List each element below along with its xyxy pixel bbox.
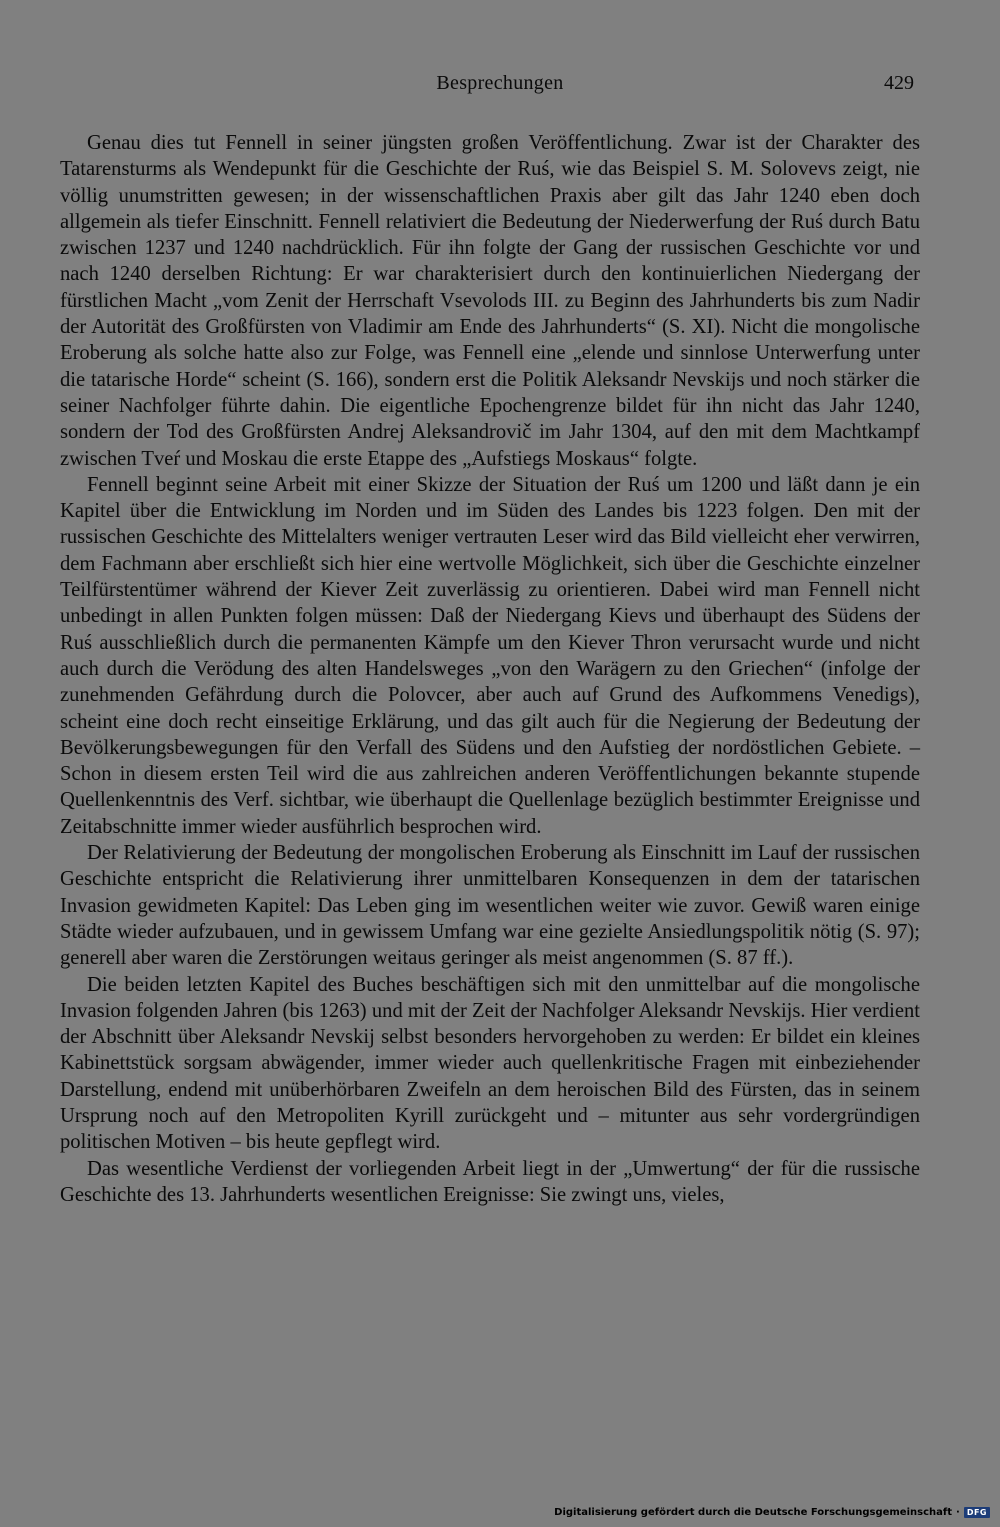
paragraph-3: Der Relativierung der Bedeutung der mongolischen Eroberung als Einschnitt im Lauf der russischen Geschichte entspricht die Relativierung ihrer unmittelbaren Konsequenzen in dem der tatarischen Invasion gewidmeten Kapitel: Das Leben ging im wesentlichen weiter wie zuvor. Gewiß waren einige Städte wieder aufzubauen, und in gewissem Umfang war eine gezielte Ansiedlungspolitik nötig (S. 97); generell aber waren die Zerstörungen weitaus geringer als meist angenommen (S. 87 ff.). bbox=[60, 842, 920, 970]
paragraph-2: Fennell beginnt seine Arbeit mit einer Skizze der Situation der Ruś um 1200 und läßt dann je ein Kapitel über die Entwicklung im Norden und im Süden des Landes bis 1223 folgen. Den mit der russischen Geschichte des Mittelalters weniger vertrauten Leser wird das Bild vielleicht eher verwirren, dem Fachmann aber erschließt sich hier eine wertvolle Möglichkeit, sich über die Geschichte einzelner Teilfürstentümer während der Kiever Zeit zuverlässig zu orientieren. Dabei wird man Fennell nicht unbedingt in allen Punkten folgen müssen: Daß der Niedergang Kievs und überhaupt des Südens der Ruś ausschließlich durch die permanenten Kämpfe um den Kiever Thron verursacht wurde und nicht auch durch die Verödung des alten Handelsweges „von den Warägern zu den Griechen“ (infolge der zunehmenden Gefährdung durch die Polovcer, aber auch auf Grund des Aufkommens Venedigs), scheint eine doch recht einseitige Erklärung, und das gilt auch für die Negierung der Bedeutung der Bevölkerungsbewegungen für den Verfall des Südens und den Aufstieg der nordöstlichen Gebiete. – Schon in diesem ersten Teil wird die aus zahlreichen anderen Veröffentlichungen bekannte stupende Quellenkenntnis des Verf. sichtbar, wie überhaupt die Quellenlage bezüglich bestimmter Ereignisse und Zeitabschnitte immer wieder ausführlich besprochen wird. bbox=[60, 473, 920, 838]
page-number: 429 bbox=[884, 72, 914, 94]
paragraph-1: Genau dies tut Fennell in seiner jüngsten großen Veröffentlichung. Zwar ist der Charakter des Tatarensturms als Wendepunkt für die Geschichte der Ruś, wie das Beispiel S. M. Solovevs zeigt, nie völlig unumstritten gewesen; in der wissenschaftlichen Praxis aber gilt das Jahr 1240 eben doch allgemein als tiefer Einschnitt. Fennell relativiert die Bedeutung der Niederwerfung der Ruś durch Batu zwischen 1237 und 1240 nachdrücklich. Für ihn folgte der Gang der russischen Geschichte vor und nach 1240 derselben Richtung: Er war charakterisiert durch den kontinuierlichen Niedergang der fürstlichen Macht „vom Zenit der Herrschaft Vsevolods III. zu Beginn des Jahrhunderts bis zum Nadir der Autorität des Großfürsten von Vladimir am Ende des Jahrhunderts“ (S. XI). Nicht die mongolische Eroberung als solche hatte also zur Folge, was Fennell eine „elende und sinnlose Unterwerfung unter die tatarische Horde“ scheint (S. 166), sondern erst die Politik Aleksandr Nevskijs und noch stärker die seiner Nachfolger führte dahin. Die eigentliche Epochengrenze bildet für ihn nicht das Jahr 1240, sondern der Tod des Großfürsten Andrej Aleksandrovič im Jahr 1304, auf den mit dem Machtkampf zwischen Tveŕ und Moskau die erste Etappe des „Aufstiegs Moskaus“ folgte. bbox=[60, 132, 920, 470]
running-title: Besprechungen bbox=[436, 72, 564, 94]
paragraph-4: Die beiden letzten Kapitel des Buches beschäftigen sich mit den unmittelbar auf die mongolische Invasion folgenden Jahren (bis 1263) und mit der Zeit der Nachfolger Aleksandr Nevskijs. Hier verdient der Abschnitt über Aleksandr Nevskij selbst besonders hervorgehoben zu werden: Er bildet ein kleines Kabinettstück sorgsam abwägender, immer wieder auch quellenkritische Fragen mit einbeziehender Darstellung, endend mit unüberhörbaren Zweifeln an dem heroischen Bild des Fürsten, das in seinem Ursprung noch auf den Metropoliten Kyrill zurückgeht und – mitunter aus sehr vordergründigen politischen Motiven – bis heute gepflegt wird. bbox=[60, 973, 920, 1154]
body-text bbox=[60, 130, 920, 1208]
dfg-logo: DFG bbox=[964, 1507, 990, 1518]
paragraph-5: Das wesentliche Verdienst der vorliegenden Arbeit liegt in der „Umwertung“ der für die russische Geschichte des 13. Jahrhunderts wesentlichen Ereignisse: Sie zwingt uns, vieles, bbox=[60, 1157, 920, 1206]
credit-text: Digitalisierung gefördert durch die Deutsche Forschungsgemeinschaft bbox=[554, 1506, 953, 1518]
running-head bbox=[0, 72, 1000, 100]
digitization-credit: Digitalisierung gefördert durch die Deutsche Forschungsgemeinschaft · DFG bbox=[554, 1505, 990, 1519]
